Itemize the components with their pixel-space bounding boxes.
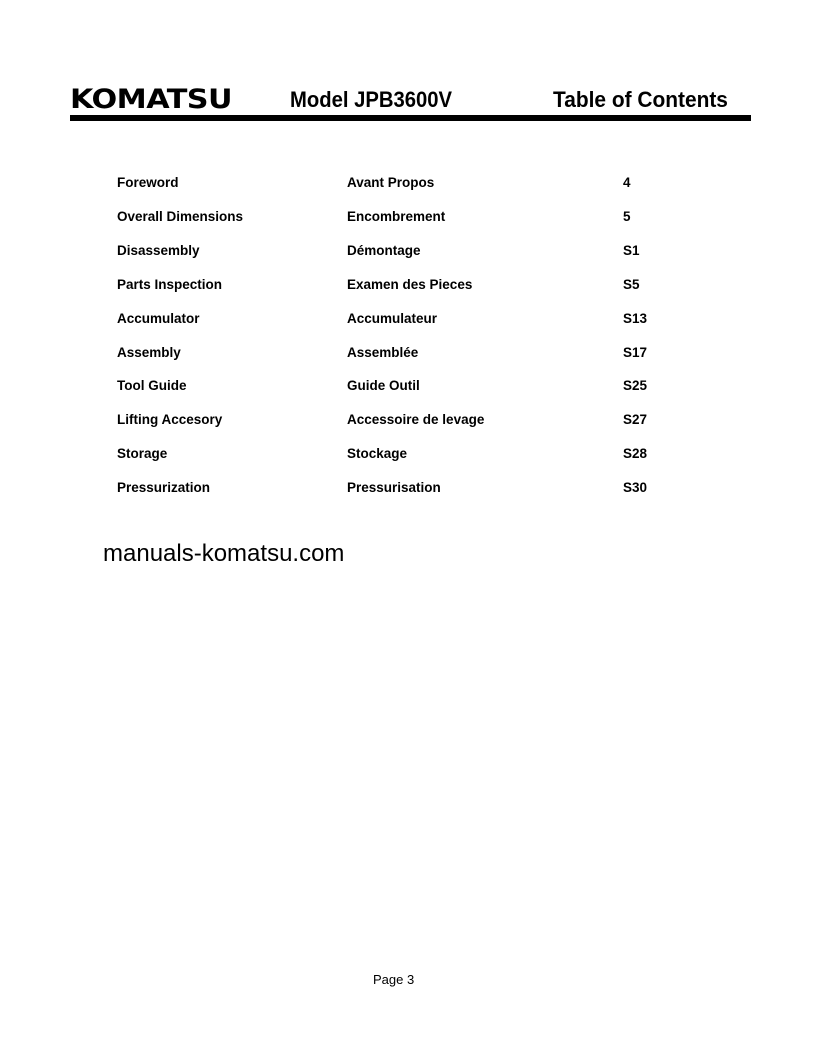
toc-entry	[0, 446, 823, 466]
page-ref: S5	[623, 276, 640, 292]
english-title: Overall Dimensions	[117, 208, 244, 224]
toc-entry	[0, 209, 823, 229]
page-title: Table of Contents	[553, 87, 728, 112]
toc-entry	[0, 345, 823, 365]
model-title: Model JPB3600V	[290, 87, 452, 112]
page-ref: S27	[623, 412, 648, 428]
page-ref: S1	[623, 242, 640, 258]
english-title: Lifting Accesory	[117, 412, 223, 428]
english-title: Parts Inspection	[117, 276, 223, 292]
english-title: Storage	[117, 446, 168, 462]
french-title: Guide Outil	[347, 378, 420, 394]
toc-entry	[0, 243, 823, 263]
french-title: Accessoire de levage	[347, 412, 485, 428]
french-title: Accumulateur	[347, 310, 438, 326]
toc-entry	[0, 412, 823, 432]
page-number: Page 3	[373, 972, 415, 987]
page-ref: S28	[623, 446, 648, 462]
french-title: Pressurisation	[347, 480, 441, 496]
toc-entry	[0, 175, 823, 195]
toc-entry	[0, 311, 823, 331]
page-ref: S17	[623, 344, 648, 360]
english-title: Accumulator	[117, 310, 200, 326]
english-title: Assembly	[117, 344, 181, 360]
page-ref: 5	[623, 208, 631, 224]
page-ref: S30	[623, 480, 648, 496]
french-title: Examen des Pieces	[347, 276, 473, 292]
french-title: Stockage	[347, 446, 408, 462]
english-title: Tool Guide	[117, 378, 187, 394]
page-ref: S25	[623, 378, 648, 394]
english-title: Disassembly	[117, 242, 200, 258]
english-title: Foreword	[117, 175, 179, 190]
french-title: Encombrement	[347, 208, 446, 224]
toc-entry	[0, 277, 823, 297]
komatsu-logo: KOMATSU	[70, 84, 232, 115]
toc-entry	[0, 480, 823, 500]
english-title: Pressurization	[117, 480, 211, 496]
french-title: Avant Propos	[347, 175, 435, 190]
french-title: Démontage	[347, 242, 421, 258]
page-ref: S13	[623, 310, 648, 326]
header-rule	[70, 115, 751, 121]
french-title: Assemblée	[347, 344, 419, 360]
watermark: manuals-komatsu.com	[103, 540, 345, 567]
toc-entry	[0, 378, 823, 398]
page-ref: 4	[623, 175, 631, 190]
